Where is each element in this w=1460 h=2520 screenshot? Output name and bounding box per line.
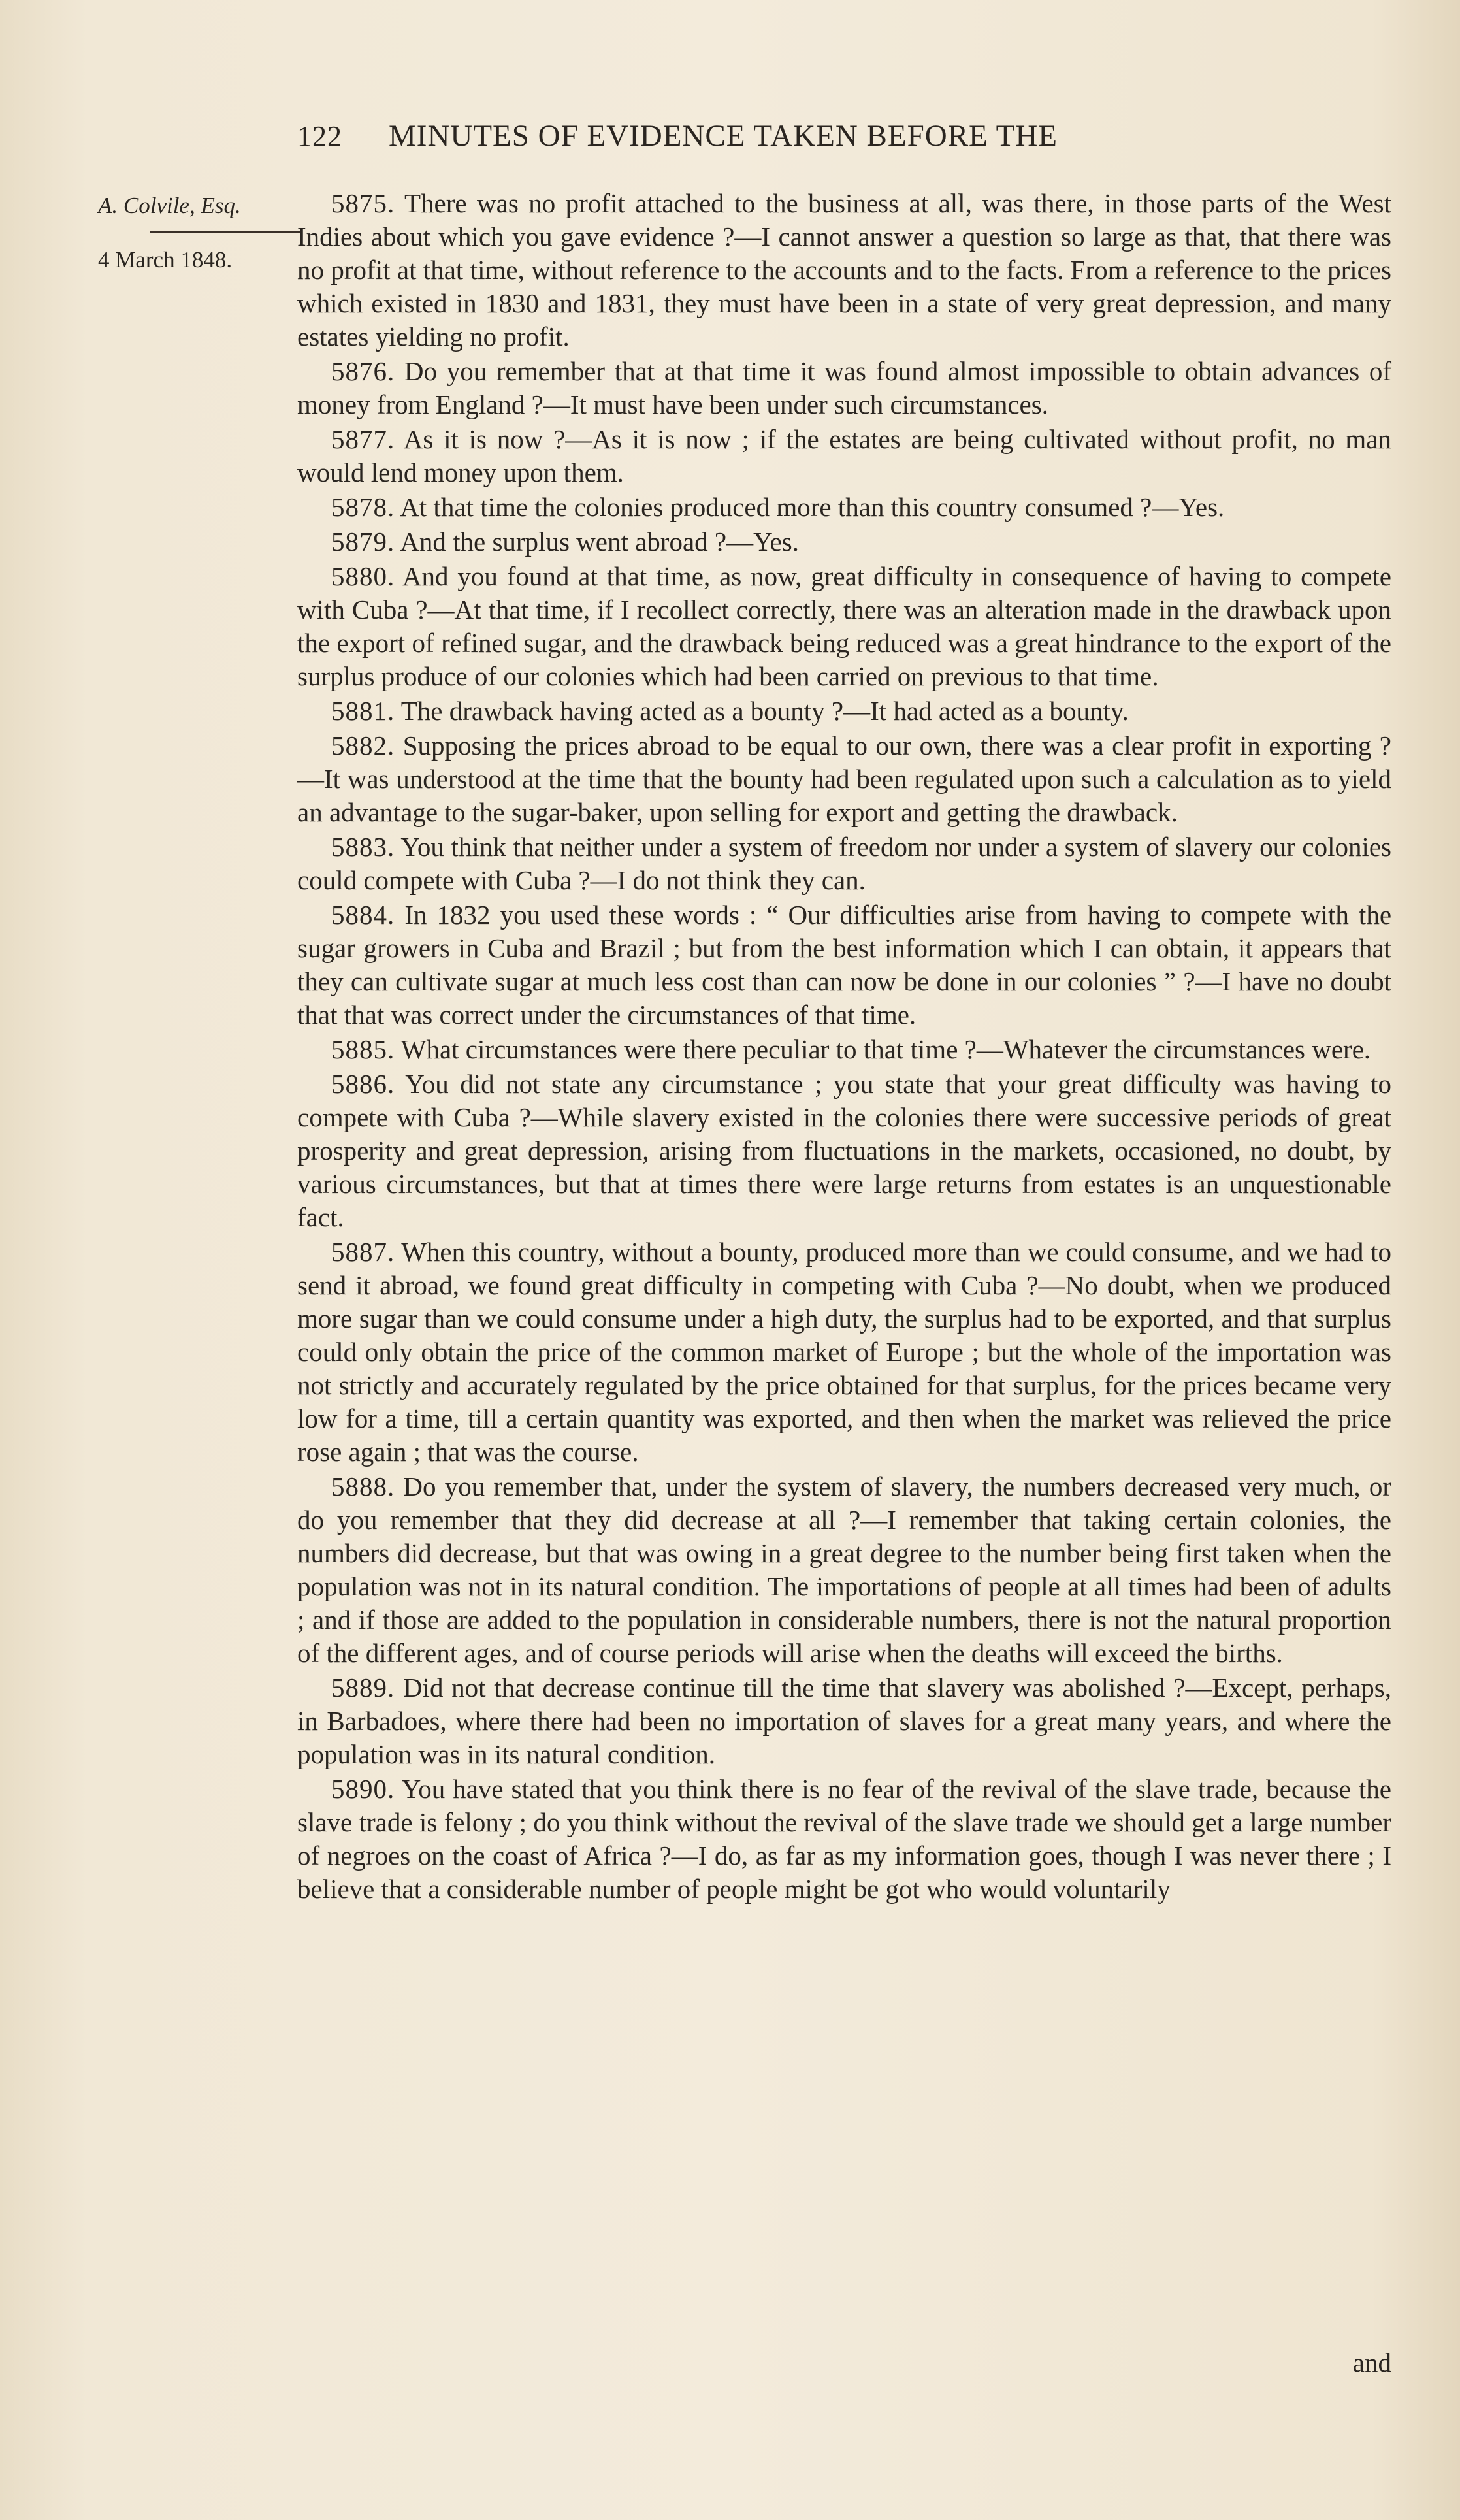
question-text: When this country, without a bounty, produced more than we could consume, and we had to send it abroad, we found great difficulty in competing with Cuba ?—No doubt, when we produced more sugar than we could consume under a high duty, the surplus had to be exported, and that surplus could only obtain the price of the common market of Europe ; but the whole of the importation was not strictly and accurately regulated by the price obtained for that surplus, for the prices became very low for a time, till a certain quantity was exported, and then when the market was relieved the price rose again ; that was the course.	[297, 1237, 1391, 1467]
question-paragraph	[297, 355, 1391, 421]
question-number: 5885.	[331, 1034, 395, 1064]
evidence-date: 4 March 1848.	[98, 247, 233, 272]
question-paragraph	[297, 525, 1391, 559]
question-text: Did not that decrease continue till the time that slavery was abolished ?—Except, perhaps, in Barbadoes, where there had been no importation of slaves for a great many years, and where the population was in its natural condition.	[297, 1673, 1391, 1769]
question-paragraph	[297, 729, 1391, 829]
question-paragraph	[297, 1773, 1391, 1906]
question-number: 5890.	[331, 1774, 395, 1804]
question-paragraph	[297, 560, 1391, 693]
question-text: Do you remember that, under the system of slavery, the numbers decreased very much, or do you remember that they did decrease at all ?—I remember that taking certain colonies, the numbers did decrease, but that was owing in a great degree to the number being first taken when the population was not in its natural condition. The importations of people at all times had been of adults ; and if those are added to the population in considerable numbers, there is not the natural proportion of the different ages, and of course periods will arise when the deaths will exceed the births.	[297, 1471, 1392, 1668]
question-number: 5878.	[331, 492, 395, 522]
question-text: Supposing the prices abroad to be equal to our own, there was a clear profit in exporting ?—It was understood at the time that the bounty had been regulated upon such a calculation as to yield an advantage to the sugar-baker, upon selling for export and getting the drawback.	[297, 730, 1391, 827]
question-number: 5886.	[331, 1069, 395, 1099]
question-text: There was no profit attached to the business at all, was there, in those parts of the West Indies about which you gave evidence ?—I cannot answer a question so large as that, that there was no profit at that time, without reference to the accounts and to the facts. From a reference to the prices which existed in 1830 and 1831, they must have been in a state of very great depression, and many estates yielding no profit.	[297, 188, 1391, 352]
question-paragraph	[297, 1068, 1391, 1234]
margin-rule	[150, 231, 300, 233]
question-number: 5876.	[331, 356, 395, 386]
question-text: You have stated that you think there is no fear of the revival of the slave trade, because the slave trade is felony ; do you think without the revival of the slave trade we should get a large number of negroes on the coast of Africa ?—I do, as far as my information goes, though I was never there ; I believe that a considerable number of people might be got who would voluntarily	[297, 1774, 1391, 1904]
question-number: 5882.	[331, 730, 395, 761]
witness-name: A. Colvile, Esq.	[98, 193, 241, 218]
evidence-text	[297, 187, 1391, 1907]
question-paragraph	[297, 187, 1391, 353]
question-text: And the surplus went abroad ?—Yes.	[400, 527, 800, 557]
question-number: 5889.	[331, 1673, 395, 1703]
question-paragraph	[297, 898, 1391, 1032]
question-number: 5877.	[331, 424, 395, 454]
question-text: You think that neither under a system of freedom nor under a system of slavery our colonies could compete with Cuba ?—I do not think they can.	[297, 832, 1392, 895]
question-text: What circumstances were there peculiar to that time ?—Whatever the circumstances were.	[400, 1034, 1371, 1064]
question-paragraph	[297, 423, 1391, 489]
question-number: 5875.	[331, 188, 395, 218]
running-title: MINUTES OF EVIDENCE TAKEN BEFORE THE	[389, 119, 1058, 153]
question-paragraph	[297, 491, 1391, 524]
question-paragraph	[297, 1470, 1391, 1670]
question-paragraph	[297, 1235, 1391, 1469]
question-number: 5888.	[331, 1471, 395, 1501]
page-number: 122	[297, 120, 342, 152]
question-text: In 1832 you used these words : “ Our difficulties arise from having to compete with the sugar growers in Cuba and Brazil ; but from the best information which I can obtain, it appears that they can cultivate sugar at much less cost than can now be done in our colonies ” ?—I have no doubt that that was correct under the circumstances of that time.	[297, 900, 1392, 1030]
question-paragraph	[297, 830, 1391, 897]
question-text: The drawback having acted as a bounty ?—It had acted as a bounty.	[400, 696, 1129, 726]
question-paragraph	[297, 695, 1391, 728]
catchword: and	[1352, 2348, 1391, 2378]
question-text: And you found at that time, as now, great difficulty in consequence of having to compete with Cuba ?—At that time, if I recollect correctly, there was an alteration made in the drawback upon the export of refined sugar, and the drawback being reduced was a great hindrance to the export of the surplus produce of our colonies which had been carried on previous to that time.	[297, 561, 1391, 691]
question-number: 5881.	[331, 696, 395, 726]
question-number: 5879.	[331, 527, 395, 557]
question-text: You did not state any circumstance ; you state that your great difficulty was having to compete with Cuba ?—While slavery existed in the colonies there were successive periods of great prosperity and great depression, arising from fluctuations in the markets, occasioned, no doubt, by various circumstances, but that at times there were large returns from estates is an unquestionable fact.	[297, 1069, 1391, 1232]
question-number: 5887.	[331, 1237, 395, 1267]
question-number: 5883.	[331, 832, 395, 862]
question-number: 5884.	[331, 900, 395, 930]
question-text: At that time the colonies produced more than this country consumed ?—Yes.	[400, 492, 1225, 522]
margin-note	[98, 189, 294, 276]
question-paragraph	[297, 1671, 1391, 1771]
question-paragraph	[297, 1033, 1391, 1066]
question-text: Do you remember that at that time it was found almost impossible to obtain advances of money from England ?—It must have been under such circumstances.	[297, 356, 1392, 419]
question-text: As it is now ?—As it is now ; if the estates are being cultivated without profit, no man would lend money upon them.	[297, 424, 1391, 487]
running-header	[297, 116, 1395, 156]
question-number: 5880.	[331, 561, 395, 591]
